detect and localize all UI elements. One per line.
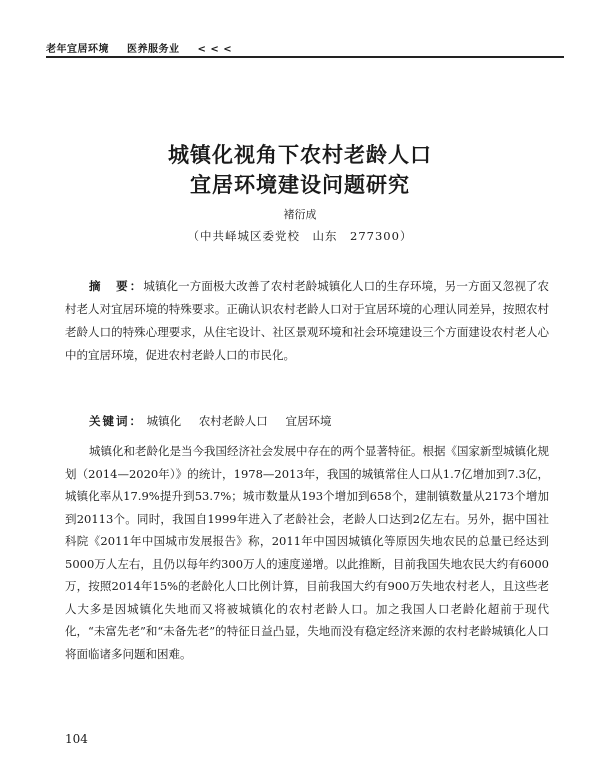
page-number: 104 <box>65 732 88 746</box>
keywords-label: 关键词： <box>89 414 143 428</box>
keyword: 农村老龄人口 <box>198 414 268 428</box>
body-paragraph: 城镇化和老龄化是当今我国经济社会发展中存在的两个显著特征。根据《国家新型城镇化规划（2014—2020年）》的统计，1978—2013年，我国的城镇常住人口从1.7亿增加到7.3亿，城镇化率从17.9%提升到53.7%；城市数量从193个增加到658个，建制镇数量从2173个增加到20113个。同时，我国自1999年进入了老龄社会，老龄人口达到2亿左右。另外，据中国社科院《2011年中国城市发展报告》称，2011年中国因城镇化等原因失地农民的总量已经达到5000万人左右，且仍以每年约300万人的速度递增。以此推断，目前我国失地农民大约有6000万，按照2014年15%的老龄化人口比例计算，目前我国大约有900万失地农村老人，且这些老人大多是因城镇化失地而又将被城镇化的农村老龄人口。加之我国人口老龄化超前于现代化，“未富先老”和“未备先老”的特征日益凸显，失地而没有稳定经济来源的农村老龄城镇化人口将面临诸多问题和困难。 <box>65 444 549 661</box>
affiliation: （中共峄城区委党校 山东 277300） <box>187 229 413 243</box>
header-marker: < < < <box>197 44 233 55</box>
running-header <box>46 40 246 55</box>
header-column: 医养服务业 <box>126 44 180 55</box>
keyword: 宜居环境 <box>285 414 332 428</box>
abstract-label: 摘 要： <box>89 279 144 293</box>
article-title <box>0 140 600 200</box>
abstract-text: 城镇化一方面极大改善了农村老龄城镇化人口的生存环境，另一方面又忽视了农村老人对宜居环境的特殊要求。正确认识农村老龄人口对于宜居环境的心理认同差异，按照农村老龄人口的特殊心理要求，从住宅设计、社区景观环境和社会环境建设三个方面建设农村老人心中的宜居环境，促进农村老龄人口的市民化。 <box>65 279 550 362</box>
title-line-2: 宜居环境建设问题研究 <box>190 172 410 197</box>
abstract <box>65 275 549 367</box>
keyword: 城镇化 <box>146 414 182 428</box>
header-section: 老年宜居环境 <box>46 44 109 55</box>
title-line-1: 城镇化视角下农村老龄人口 <box>168 142 432 167</box>
header-rule <box>46 56 564 58</box>
keywords <box>89 413 345 429</box>
author: 褚衍成 <box>283 208 317 221</box>
